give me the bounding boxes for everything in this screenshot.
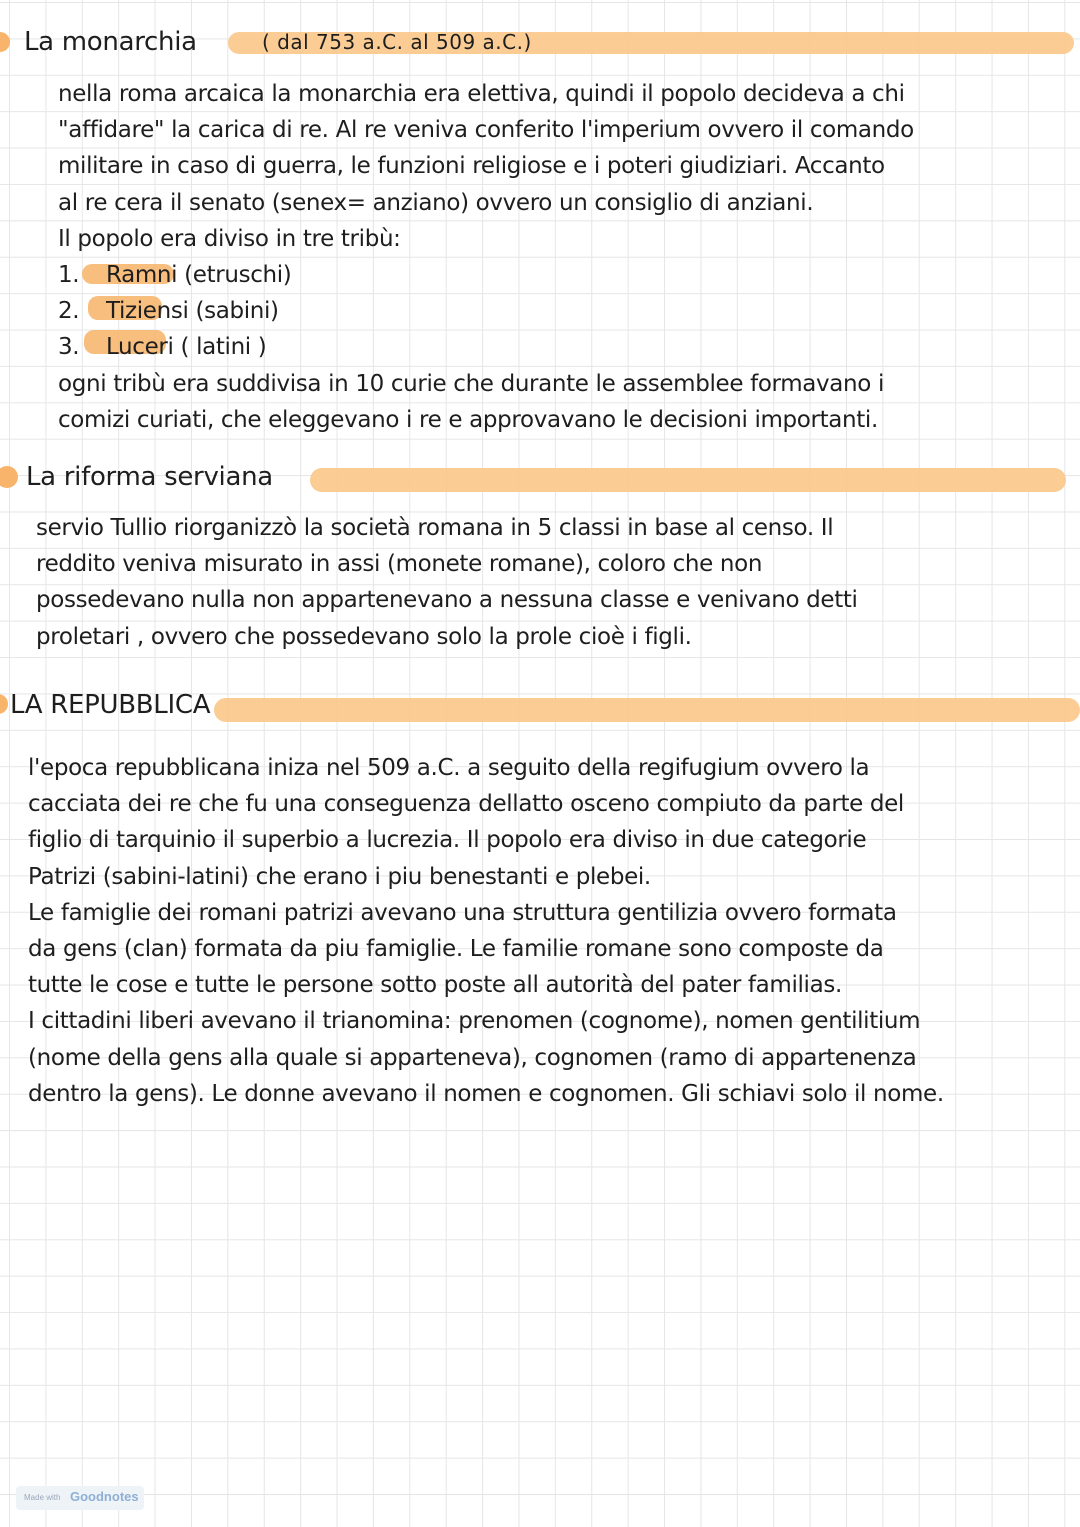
text-line: I cittadini liberi avevano il trianomina: prenomen (cognome), nomen gentilitium (28, 1008, 921, 1035)
monarchia-outro (58, 366, 884, 438)
monarchia-intro (58, 76, 914, 257)
text-line: l'epoca repubblicana iniza nel 509 a.C. a seguito della regifugium ovvero la (28, 755, 870, 781)
tribes-list (58, 257, 291, 366)
section-bullet (0, 32, 10, 52)
text-line: tutte le cose e tutte le persone sotto poste all autorità del pater familias. (28, 972, 842, 999)
text-line: dentro la gens). Le donne avevano il nomen e cognomen. Gli schiavi solo il nome. (28, 1080, 944, 1107)
list-item (58, 257, 291, 293)
text-line: servio Tullio riorganizzò la società romana in 5 classi in base al censo. Il (36, 515, 834, 541)
text-line: figlio di tarquinio il superbio a lucrezia. Il popolo era diviso in due categorie (28, 827, 867, 854)
list-item (58, 329, 291, 365)
text-line: cacciata dei re che fu una conseguenza dellatto osceno compiuto da parte del (28, 791, 904, 818)
list-number: 3. (58, 334, 80, 361)
list-number: 1. (58, 262, 80, 288)
section-title-riforma: La riforma serviana (26, 462, 273, 492)
text-line: possedevano nulla non appartenevano a nessuna classe e venivano detti (36, 587, 858, 614)
date-range: ( dal 753 a.C. al 509 a.C.) (262, 30, 532, 54)
text-line: Le famiglie dei romani patrizi avevano una struttura gentilizia ovvero formata (28, 899, 897, 926)
text-line: al re cera il senato (senex= anziano) ovvero un consiglio di anziani. (58, 189, 814, 216)
text-line: (nome della gens alla quale si apparteneva), cognomen (ramo di appartenenza (28, 1044, 917, 1071)
text-line: comizi curiati, che eleggevano i re e approvavano le decisioni importanti. (58, 407, 878, 434)
highlight-bar (310, 468, 1066, 492)
tribe-origin: ( latini ) (173, 334, 267, 361)
riforma-text (36, 510, 858, 655)
text-line: ogni tribù era suddivisa in 10 curie che durante le assemblee formavano i (58, 371, 885, 397)
section-bullet (0, 466, 18, 488)
tribe-origin: (etruschi) (177, 262, 292, 288)
text-line: Il popolo era diviso in tre tribù: (58, 225, 401, 252)
text-line: proletari , ovvero che possedevano solo la prole cioè i figli. (36, 623, 692, 650)
text-line: nella roma arcaica la monarchia era elettiva, quindi il popolo decideva a chi (58, 81, 905, 107)
text-line: reddito veniva misurato in assi (monete romane), coloro che non (36, 551, 763, 578)
goodnotes-badge (16, 1486, 144, 1510)
section-title-monarchia: La monarchia (24, 27, 197, 57)
text-line: "affidare" la carica di re. Al re veniva conferito l'imperium ovvero il comando (58, 117, 914, 144)
text-line: militare in caso di guerra, le funzioni religiose e i poteri giudiziari. Accanto (58, 153, 885, 180)
repubblica-text (28, 750, 944, 1112)
text-line: Patrizi (sabini-latini) che erano i piu benestanti e plebei. (28, 863, 651, 890)
text-line: da gens (clan) formata da piu famiglie. Le familie romane sono composte da (28, 935, 884, 962)
tribe-name: Tiziensi (106, 298, 189, 325)
list-item (58, 293, 291, 329)
list-number: 2. (58, 298, 80, 325)
section-bullet (0, 694, 8, 714)
tribe-origin: (sabini) (188, 298, 279, 325)
goodnotes-logo: Goodnotes (70, 1489, 139, 1504)
made-with-label: Made with (24, 1493, 61, 1502)
tribe-name: Luceri (106, 334, 174, 361)
section-title-repubblica: LA REPUBBLICA (10, 690, 211, 720)
highlight-bar (214, 698, 1080, 722)
tribe-name: Ramni (106, 262, 178, 288)
